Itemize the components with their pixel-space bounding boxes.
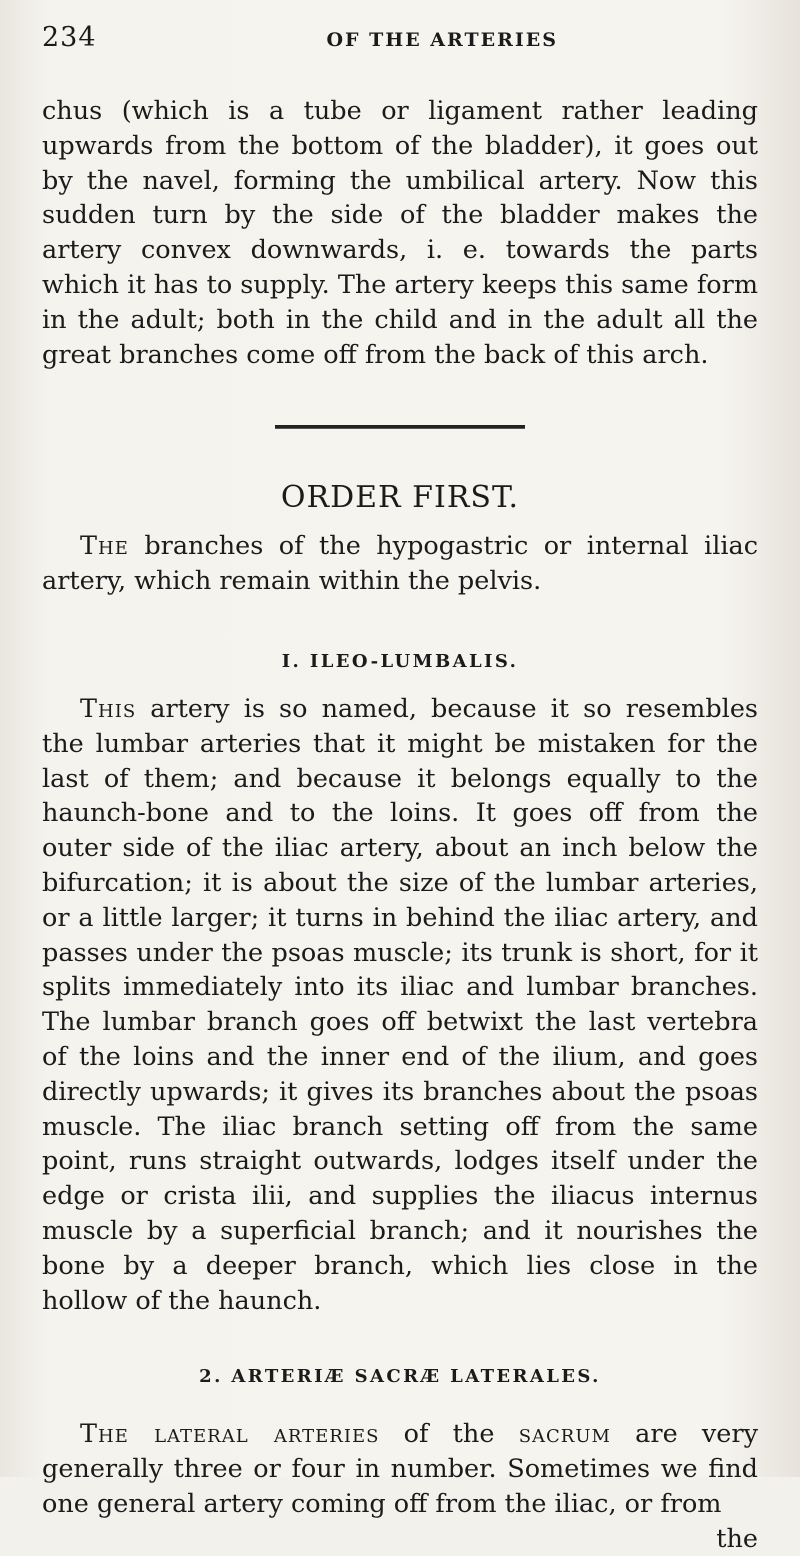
lead-word: This	[80, 693, 137, 724]
divider-rule	[275, 425, 525, 428]
running-title: OF THE ARTERIES	[326, 29, 558, 51]
paragraph-text: of the	[379, 1419, 519, 1450]
section-heading-sacrae-laterales: 2. ARTERIÆ SACRÆ LATERALES.	[199, 1366, 601, 1388]
paragraph-text: are very generally three or four in number. Sometimes we find one general artery coming off from the iliac, or from	[42, 1419, 758, 1519]
section-heading-ileo-lumbalis: I. ILEO-LUMBALIS.	[281, 650, 519, 672]
page-number: 234	[42, 22, 97, 53]
running-head	[42, 22, 758, 56]
order-intro-paragraph	[42, 529, 758, 599]
section-divider	[42, 425, 758, 428]
lead-words: The lateral arteries	[80, 1419, 380, 1450]
small-caps-word: sacrum	[518, 1419, 611, 1450]
ileo-lumbalis-paragraph	[42, 692, 758, 1318]
sacrae-laterales-paragraph	[42, 1417, 758, 1521]
paragraph-continuation: chus (which is a tube or ligament rather leading upwards from the bottom of the bladder), it goes out by the navel, forming the umbilical artery. Now this sudden turn by the side of the bladder makes the artery convex downwards, i. e. towards the parts which it has to supply. The artery keeps this same form in the adult; both in the child and in the adult all the great branches come off from the back of this arch.	[42, 96, 758, 370]
lead-word: The	[80, 531, 129, 562]
order-heading: ORDER FIRST.	[280, 480, 520, 516]
paragraph-text: artery is so named, because it so resembles the lumbar arteries that it might be mistaken for the last of them; and because it belongs equally to the haunch-bone and to the loins. It goes off from the outer side of the iliac artery, about an inch below the bifurcation; it is about the size of the lumbar arteries, or a little larger; it turns in behind the iliac artery, and passes under the psoas muscle; its trunk is short, for it splits immediately into its iliac and lumbar branches. The lumbar branch goes off betwixt the last vertebra of the loins and the inner end of the ilium, and goes directly upwards; it gives its branches about the psoas muscle. The iliac branch setting off from the same point, runs straight outwards, lodges itself under the edge or crista ilii, and supplies the iliacus internus muscle by a superficial branch; and it nourishes the bone by a deeper branch, which lies close in the hollow of the haunch.	[42, 693, 758, 1316]
catchword: the	[716, 1523, 758, 1554]
paragraph-text: branches of the hypogastric or internal iliac artery, which remain within the pelvis.	[42, 531, 758, 597]
